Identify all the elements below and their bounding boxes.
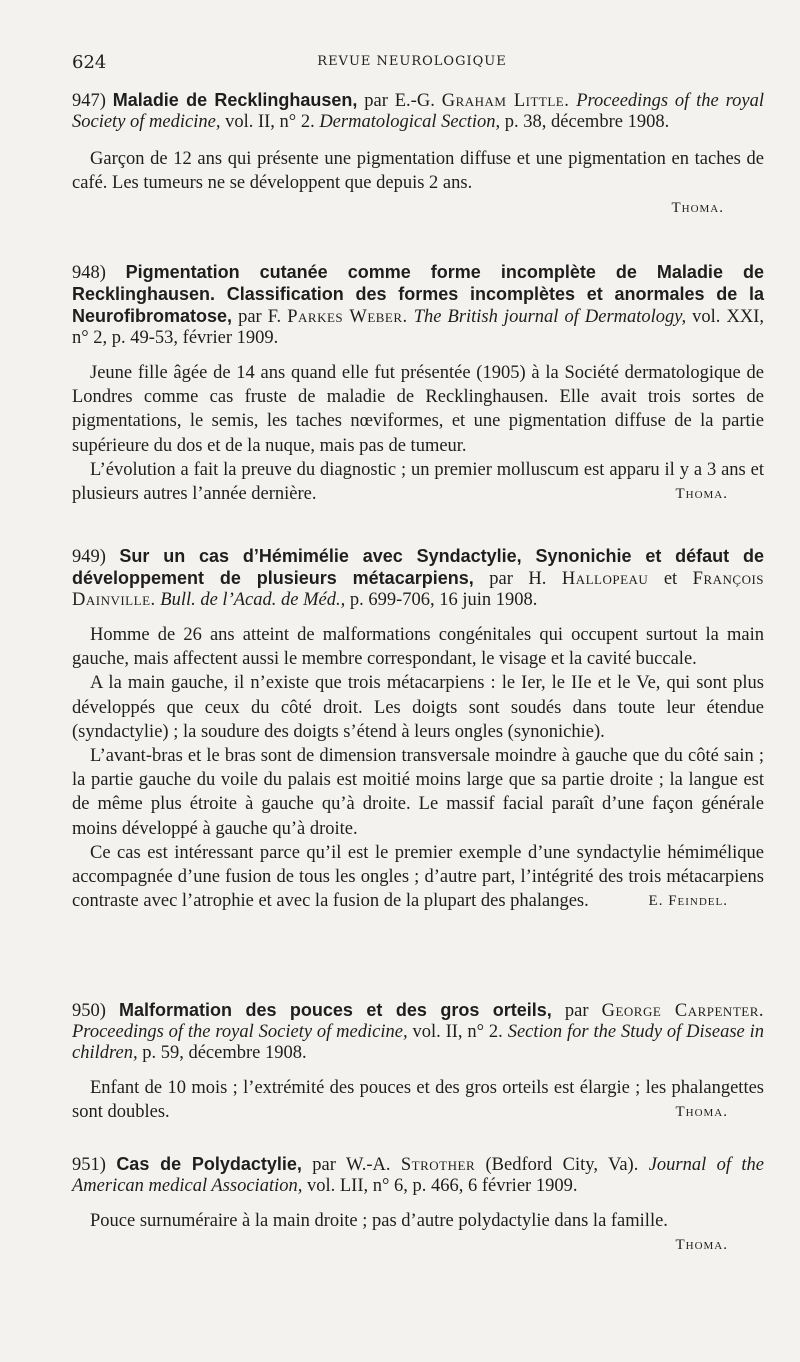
page-header bbox=[72, 52, 752, 74]
article-author: Hallopeau bbox=[561, 569, 649, 589]
article-number: 947) bbox=[72, 91, 106, 111]
article-location: (Bedford City, Va). bbox=[485, 1155, 639, 1175]
article-948 bbox=[72, 262, 764, 506]
byline-par: par H. bbox=[489, 569, 547, 589]
paragraph bbox=[72, 458, 764, 506]
article-949 bbox=[72, 546, 764, 913]
article-source: Proceedings of the royal Society of medicine, bbox=[72, 91, 764, 132]
article-951 bbox=[72, 1154, 764, 1257]
article-author-2: François Dainville. bbox=[72, 569, 765, 610]
paragraph-text: Ce cas est intéressant parce qu’il est le premier exemple d’une syndactylie hémimélique accompagnée d’une fusion de tous les ongles ; d’autre part, l’intégrité des trois métacarpiens contraste avec l’atrophie et avec la fusion de la plupart des phalanges. bbox=[72, 842, 764, 912]
signature: E. Feindel. bbox=[648, 893, 728, 910]
signature: Thoma. bbox=[671, 200, 724, 217]
paragraph: A la main gauche, il n’existe que trois métacarpiens : le Ier, le IIe et le Ve, qui sont plus développés que ceux du côté droit. Les doigts sont soudés dans toute leur étendue (syndactylie) ; la soudure des doigts s’étend à leurs ongles (synonichie). bbox=[72, 673, 764, 742]
article-heading bbox=[72, 1000, 764, 1064]
signature: Thoma. bbox=[675, 486, 728, 503]
paragraph: Garçon de 12 ans qui présente une pigmentation diffuse et une pigmentation en taches de café. Les tumeurs ne se développent que depuis 2 ans. bbox=[72, 149, 764, 194]
paragraph: Homme de 26 ans atteint de malformations congénitales qui occupent surtout la main gauche, mais affectent aussi le membre correspondant, le visage et la cavité buccale. bbox=[72, 625, 764, 670]
article-source: The British journal of Dermatology, bbox=[413, 307, 687, 327]
paragraph bbox=[72, 1209, 764, 1254]
article-details: p. 699-706, 16 juin 1908. bbox=[349, 590, 538, 610]
article-number: 951) bbox=[72, 1155, 106, 1175]
page-number: 624 bbox=[72, 52, 107, 73]
article-heading bbox=[72, 1154, 764, 1197]
paragraph-text: Pouce surnuméraire à la main droite ; pas d’autre polydactylie dans la famille. bbox=[90, 1211, 668, 1231]
article-author: Parkes Weber. bbox=[287, 307, 408, 327]
byline-par: par E.-G. bbox=[364, 91, 435, 111]
article-title: Pigmentation cutanée comme forme incomplète de Maladie de Recklinghausen. Classification des formes incomplètes et anormales de la Neurofibromatose, bbox=[72, 262, 764, 326]
running-title: REVUE NEUROLOGIQUE bbox=[317, 54, 507, 69]
article-947 bbox=[72, 90, 764, 220]
paragraph-text: L’évolution a fait la preuve du diagnostic ; un premier molluscum est apparu il y a 3 ans et plusieurs autres l’année dernière. bbox=[72, 459, 764, 505]
article-title: Maladie de Recklinghausen, bbox=[112, 90, 358, 110]
byline-par: par F. bbox=[238, 307, 282, 327]
article-title: Sur un cas d’Hémimélie avec Syndactylie, Synonichie et défaut de développement de plusieurs métacarpiens, bbox=[72, 546, 764, 588]
signature: Thoma. bbox=[675, 1104, 728, 1121]
article-title: Cas de Polydactylie, bbox=[116, 1154, 302, 1174]
paragraph: Jeune fille âgée de 14 ans quand elle fut présentée (1905) à la Société dermatologique de Londres comme cas fruste de maladie de Recklinghausen. Elle avait trois sortes de pigmentations, le semis, les taches nœviformes, et une pigmentation diffuse de la partie supérieure du dos et de la nuque, mais pas de tumeur. bbox=[72, 363, 764, 456]
article-source: Bull. de l’Acad. de Méd., bbox=[160, 590, 346, 610]
article-details: vol. LII, n° 6, p. 466, 6 février 1909. bbox=[306, 1176, 578, 1196]
article-section: Dermatological Section, bbox=[319, 112, 501, 132]
byline-par: par W.-A. bbox=[312, 1155, 391, 1175]
byline-par: par bbox=[564, 1001, 589, 1021]
article-details: vol. II, n° 2. bbox=[225, 112, 315, 132]
article-pages: p. 38, décembre 1908. bbox=[504, 112, 670, 132]
article-heading bbox=[72, 90, 764, 133]
paragraph: L’avant-bras et le bras sont de dimension transversale moindre à gauche que du côté sain ; la partie gauche du voile du palais est moitié moins large que sa partie droite ; la langue est de même plus étroite à gauche qu’à droite. Le massif facial paraît d’une façon générale moins développé à gauche qu’à droite. bbox=[72, 746, 764, 839]
article-number: 949) bbox=[72, 547, 106, 567]
article-details: vol. II, n° 2. bbox=[412, 1022, 503, 1042]
article-heading bbox=[72, 546, 764, 611]
signature: Thoma. bbox=[675, 1237, 728, 1254]
article-author: Strother bbox=[400, 1155, 476, 1175]
article-title: Malformation des pouces et des gros orteils, bbox=[119, 1000, 552, 1020]
paragraph-text: Enfant de 10 mois ; l’extrémité des pouces et des gros orteils est élargie ; les phalangettes sont doubles. bbox=[72, 1078, 764, 1123]
article-heading bbox=[72, 262, 764, 349]
article-pages: p. 59, décembre 1908. bbox=[142, 1043, 307, 1063]
article-source: Journal of the American medical Association, bbox=[72, 1155, 765, 1196]
paragraph bbox=[72, 841, 764, 914]
paragraph bbox=[72, 1076, 764, 1124]
author-join: et bbox=[663, 569, 678, 589]
article-author: Graham Little. bbox=[441, 91, 570, 111]
article-details: vol. XXI, n° 2, p. 49-53, février 1909. bbox=[72, 307, 764, 348]
article-section: Section for the Study of Disease in children, bbox=[72, 1022, 765, 1063]
article-source: Proceedings of the royal Society of medicine, bbox=[72, 1022, 408, 1042]
article-950 bbox=[72, 1000, 764, 1124]
article-number: 948) bbox=[72, 263, 106, 283]
article-number: 950) bbox=[72, 1001, 106, 1021]
article-author: George Carpenter. bbox=[601, 1001, 764, 1021]
